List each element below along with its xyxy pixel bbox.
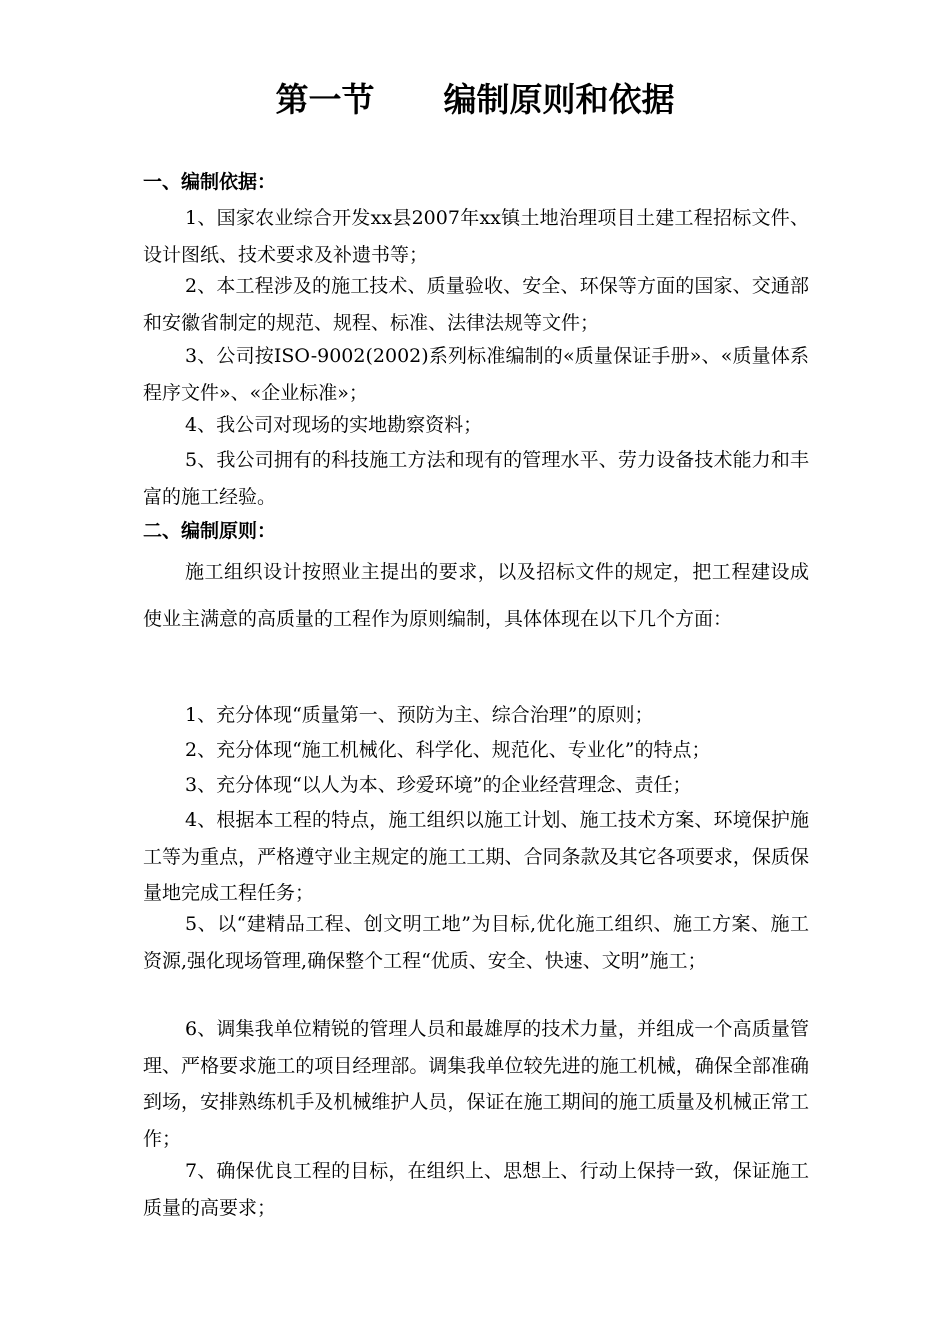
paragraph: 5、以“建精品工程、创文明工地”为目标,优化施工组织、施工方案、施工资源,强化现场管理,确保整个工程“优质、安全、快速、文明”施工； xyxy=(143,913,809,972)
paragraph: 6、调集我单位精锐的管理人员和最雄厚的技术力量，并组成一个高质量管理、严格要求施工的项目经理部。调集我单位较先进的施工机械，确保全部准确到场，安排熟练机手及机械维护人员，保证在施工期间的施工质量及机械正常工作； xyxy=(143,1018,809,1150)
paragraph: 1、充分体现“质量第一、预防为主、综合治理”的原则； xyxy=(185,704,654,726)
paragraph: 7、确保优良工程的目标，在组织上、思想上、行动上保持一致，保证施工质量的高要求； xyxy=(143,1160,809,1219)
paragraph: 4、根据本工程的特点，施工组织以施工计划、施工技术方案、环境保护施工等为重点，严格遵守业主规定的施工工期、合同条款及其它各项要求，保质保量地完成工程任务； xyxy=(143,809,809,904)
paragraph: 1、国家农业综合开发xx县2007年xx镇土地治理项目土建工程招标文件、设计图纸、技术要求及补遗书等； xyxy=(143,207,809,266)
paragraph: 3、公司按ISO-9002(2002)系列标准编制的«质量保证手册»、«质量体系程序文件»、«企业标准»； xyxy=(143,345,809,404)
section-heading-basis: 一、编制依据： xyxy=(143,171,277,193)
paragraph: 2、充分体现“施工机械化、科学化、规范化、专业化”的特点； xyxy=(185,739,711,761)
paragraph: 2、本工程涉及的施工技术、质量验收、安全、环保等方面的国家、交通部和安徽省制定的规范、规程、标准、法律法规等文件； xyxy=(143,275,809,334)
paragraph: 4、我公司对现场的实地勘察资料； xyxy=(185,414,483,436)
paragraph: 5、我公司拥有的科技施工方法和现有的管理水平、劳力设备技术能力和丰富的施工经验。 xyxy=(143,449,809,508)
page-title: 第一节 编制原则和依据 xyxy=(275,80,675,119)
paragraph: 施工组织设计按照业主提出的要求，以及招标文件的规定，把工程建设成使业主满意的高质量的工程作为原则编制，具体体现在以下几个方面： xyxy=(143,561,809,630)
section-heading-principles: 二、编制原则： xyxy=(143,520,277,542)
paragraph: 3、充分体现“以人为本、珍爱环境”的企业经营理念、责任； xyxy=(185,774,692,796)
